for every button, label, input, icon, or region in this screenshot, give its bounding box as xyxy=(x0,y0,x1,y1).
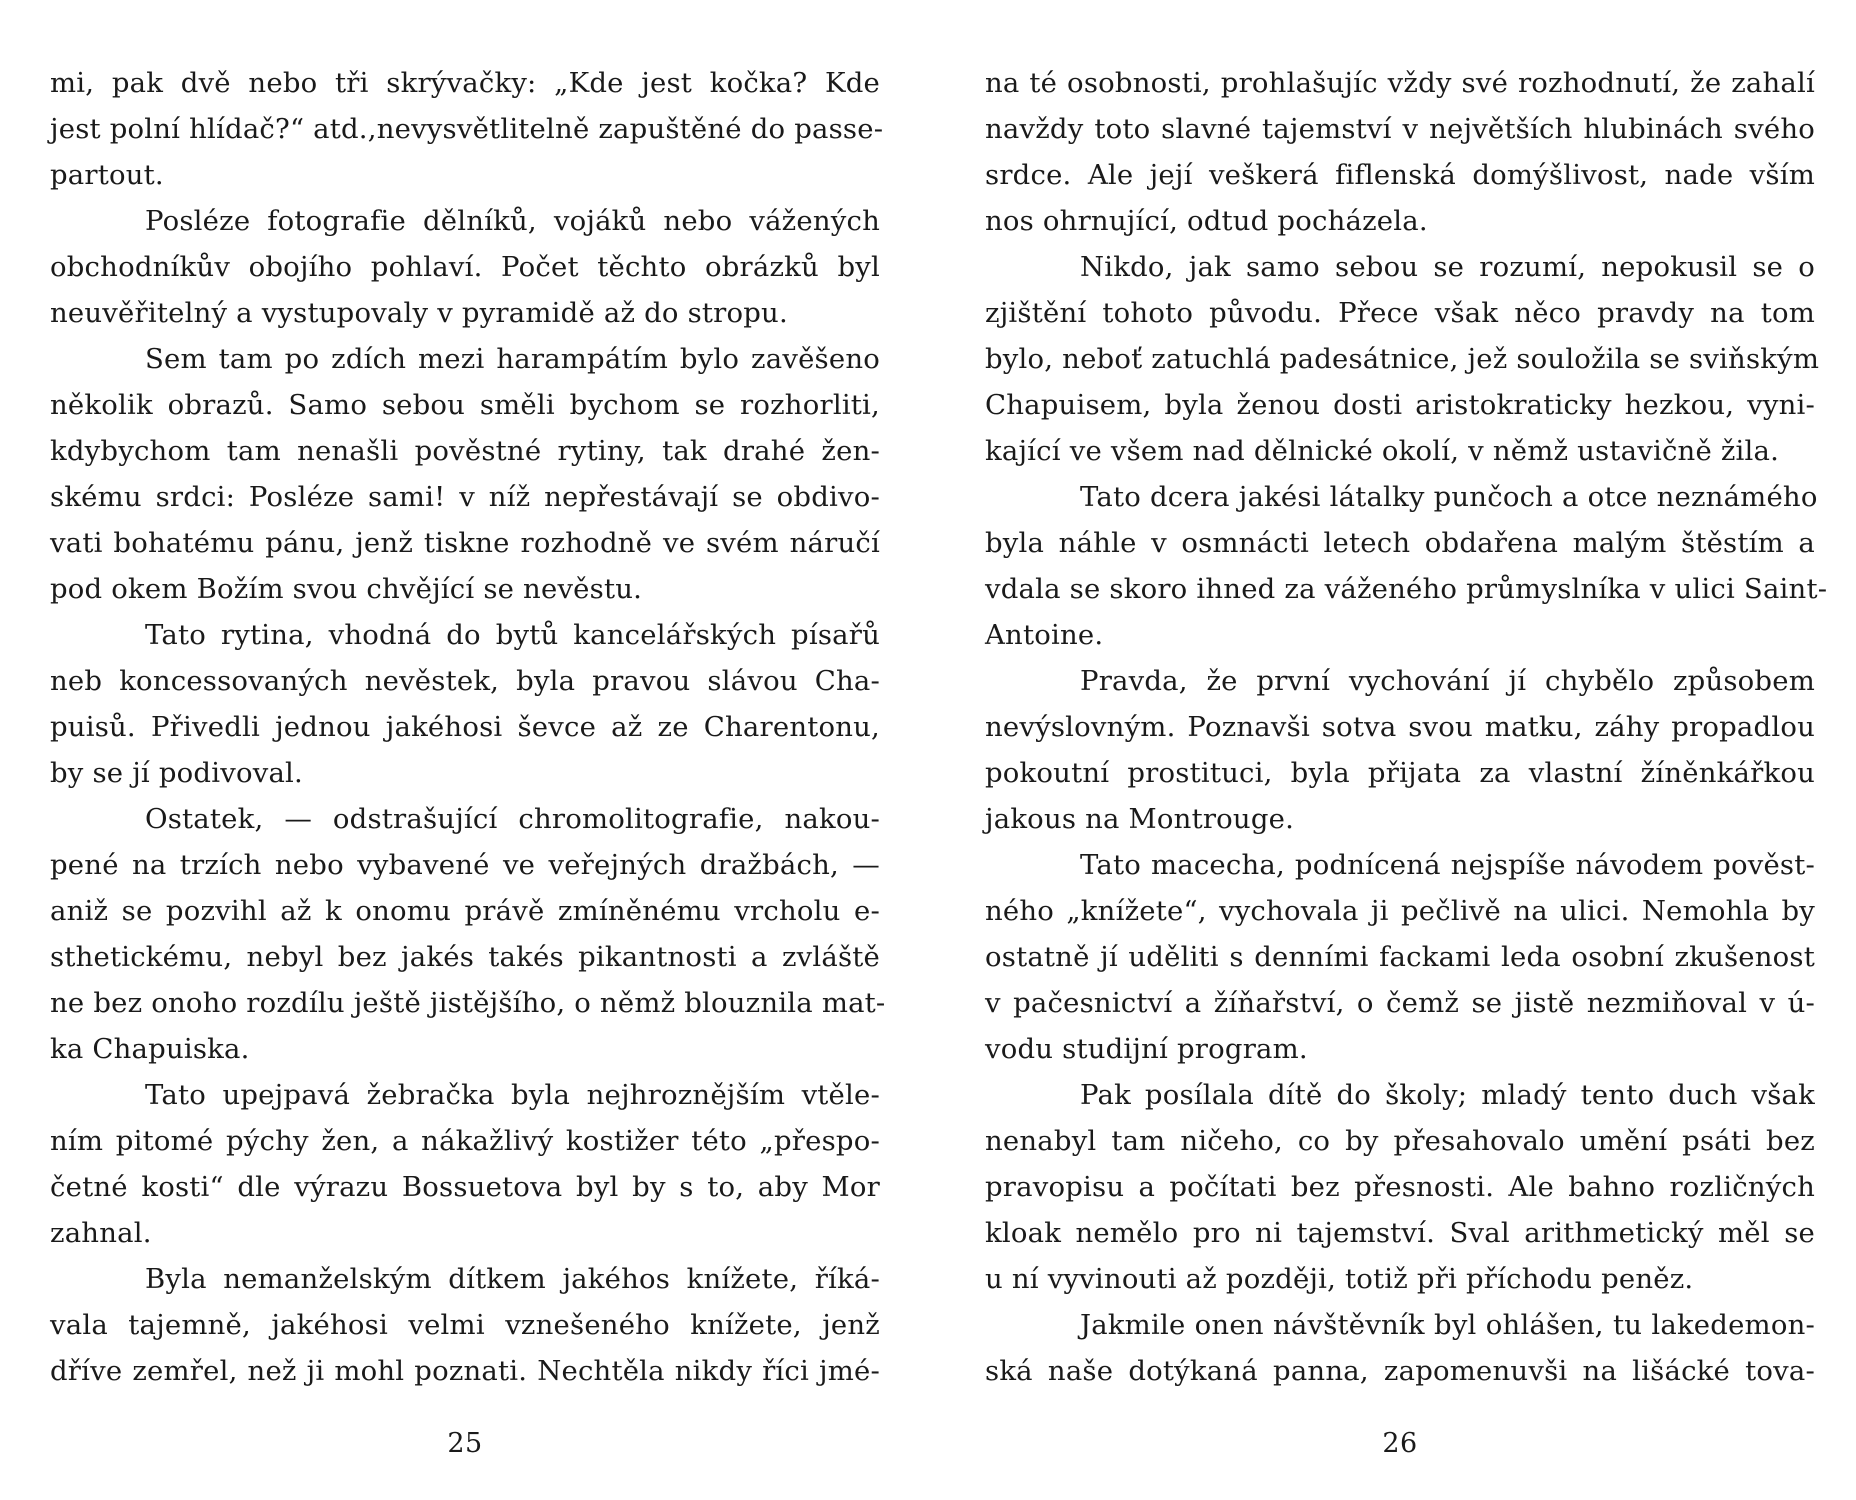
text-line: navždy toto slavné tajemství v největších hlubinách svého xyxy=(985,113,1815,145)
text-line: Tato dcera jakési látalky punčoch a otce neznámého xyxy=(1080,481,1818,513)
text-line: Byla nemanželským dítkem jakéhos knížete, říká- xyxy=(145,1263,880,1295)
text-line: Ostatek, — odstrašující chromolitografie, nakou- xyxy=(145,803,880,835)
text-line: by se jí podivoval. xyxy=(50,757,303,789)
text-line: skému srdci: Posléze sami! v níž nepřestávají se obdivo- xyxy=(50,481,880,513)
text-line: Posléze fotografie dělníků, vojáků nebo vážených xyxy=(145,205,880,237)
text-line: kloak nemělo pro ni tajemství. Sval arithmetický měl se xyxy=(985,1217,1815,1249)
left-page xyxy=(50,60,886,1459)
text-line: neb koncessovaných nevěstek, byla pravou slávou Cha- xyxy=(50,665,880,697)
text-line: nos ohrnující, odtud pocházela. xyxy=(985,205,1428,237)
left-page-number: 25 xyxy=(447,1428,483,1459)
text-line: byla náhle v osmnácti letech obdařena malým štěstím a xyxy=(985,527,1815,559)
text-line: Pravda, že první vychování jí chybělo způsobem xyxy=(1080,665,1815,697)
text-line: jakous na Montrouge. xyxy=(985,803,1295,835)
text-line: pokoutní prostituci, byla přijata za vlastní žíněnkářkou xyxy=(985,757,1815,789)
text-line: Tato upejpavá žebračka byla nejhroznějším vtěle- xyxy=(145,1079,880,1111)
text-line: ného „knížete“, vychovala ji pečlivě na ulici. Nemohla by xyxy=(985,895,1815,927)
text-line: ostatně jí uděliti s denními fackami leda osobní zkušenost xyxy=(985,941,1815,973)
text-line: partout. xyxy=(50,159,164,191)
text-line: obchodníkův obojího pohlaví. Počet těchto obrázků byl xyxy=(50,251,880,283)
right-page-number: 26 xyxy=(1382,1428,1418,1459)
text-line: Sem tam po zdích mezi harampátím bylo zavěšeno xyxy=(145,343,880,375)
text-line: Jakmile onen návštěvník byl ohlášen, tu lakedemon- xyxy=(1080,1309,1815,1341)
text-line: několik obrazů. Samo sebou směli bychom se rozhorliti, xyxy=(50,389,880,421)
text-line: Chapuisem, byla ženou dosti aristokraticky hezkou, vyni- xyxy=(985,389,1815,421)
text-line: pod okem Božím svou chvějící se nevěstu. xyxy=(50,573,643,605)
text-line: bylo, neboť zatuchlá padesátnice, jež souložila se sviňským xyxy=(985,343,1820,375)
text-line: nenabyl tam ničeho, co by přesahovalo umění psáti bez xyxy=(985,1125,1815,1157)
right-page xyxy=(985,60,1828,1459)
text-line: kdybychom tam nenašli pověstné rytiny, tak drahé žen- xyxy=(50,435,880,467)
text-line: Nikdo, jak samo sebou se rozumí, nepokusil se o xyxy=(1080,251,1815,283)
left-page-text xyxy=(50,60,886,1394)
text-line: sthetickému, nebyl bez jakés takés pikantnosti a zvláště xyxy=(50,941,880,973)
text-line: četné kosti“ dle výrazu Bossuetova byl by s to, aby Mor xyxy=(50,1171,880,1203)
text-line: na té osobnosti, prohlašujíc vždy své rozhodnutí, že zahalí xyxy=(985,67,1815,99)
text-line: vati bohatému pánu, jenž tiskne rozhodně ve svém náručí xyxy=(50,527,880,559)
text-line: mi, pak dvě nebo tři skrývačky: „Kde jest kočka? Kde xyxy=(50,67,880,99)
text-line: jest polní hlídač?“ atd.,nevysvětlitelně zapuštěné do passe- xyxy=(50,113,884,145)
text-line: pené na trzích nebo vybavené ve veřejných dražbách, — xyxy=(50,849,880,881)
text-line: Antoine. xyxy=(985,619,1104,651)
text-line: dříve zemřel, než ji mohl poznati. Nechtěla nikdy říci jmé- xyxy=(50,1355,880,1387)
text-line: puisů. Přivedli jednou jakéhosi ševce až ze Charentonu, xyxy=(50,711,880,743)
text-line: v pačesnictví a žíňařství, o čemž se jistě nezmiňoval v ú- xyxy=(985,987,1815,1019)
text-line: kající ve všem nad dělnické okolí, v němž ustavičně žila. xyxy=(985,435,1780,467)
text-line: ská naše dotýkaná panna, zapomenuvši na lišácké tova- xyxy=(985,1355,1815,1387)
text-line: pravopisu a počítati bez přesnosti. Ale bahno rozličných xyxy=(985,1171,1815,1203)
text-line: zahnal. xyxy=(50,1217,152,1249)
text-line: Tato macecha, podnícená nejspíše návodem pověst- xyxy=(1080,849,1815,881)
text-line: Tato rytina, vhodná do bytů kancelářských písařů xyxy=(145,619,880,651)
text-line: u ní vyvinouti až později, totiž při příchodu peněz. xyxy=(985,1263,1694,1295)
text-line: ním pitomé pýchy žen, a nákažlivý kostižer této „přespo- xyxy=(50,1125,880,1157)
text-line: neuvěřitelný a vystupovaly v pyramidě až do stropu. xyxy=(50,297,788,329)
text-line: aniž se pozvihl až k onomu právě zmíněnému vrcholu e- xyxy=(50,895,880,927)
text-line: vdala se skoro ihned za váženého průmyslníka v ulici Saint- xyxy=(985,573,1828,605)
text-line: ne bez onoho rozdílu ještě jistějšího, o němž blouznila mat- xyxy=(50,987,886,1019)
text-line: srdce. Ale její veškerá fiflenská domýšlivost, nade vším xyxy=(985,159,1815,191)
right-page-text xyxy=(985,60,1828,1394)
text-line: vala tajemně, jakéhosi velmi vznešeného knížete, jenž xyxy=(50,1309,880,1341)
text-line: zjištění tohoto původu. Přece však něco pravdy na tom xyxy=(985,297,1815,329)
text-line: vodu studijní program. xyxy=(985,1033,1308,1065)
text-line: nevýslovným. Poznavši sotva svou matku, záhy propadlou xyxy=(985,711,1815,743)
text-line: ka Chapuiska. xyxy=(50,1033,250,1065)
text-line: Pak posílala dítě do školy; mladý tento duch však xyxy=(1080,1079,1815,1111)
